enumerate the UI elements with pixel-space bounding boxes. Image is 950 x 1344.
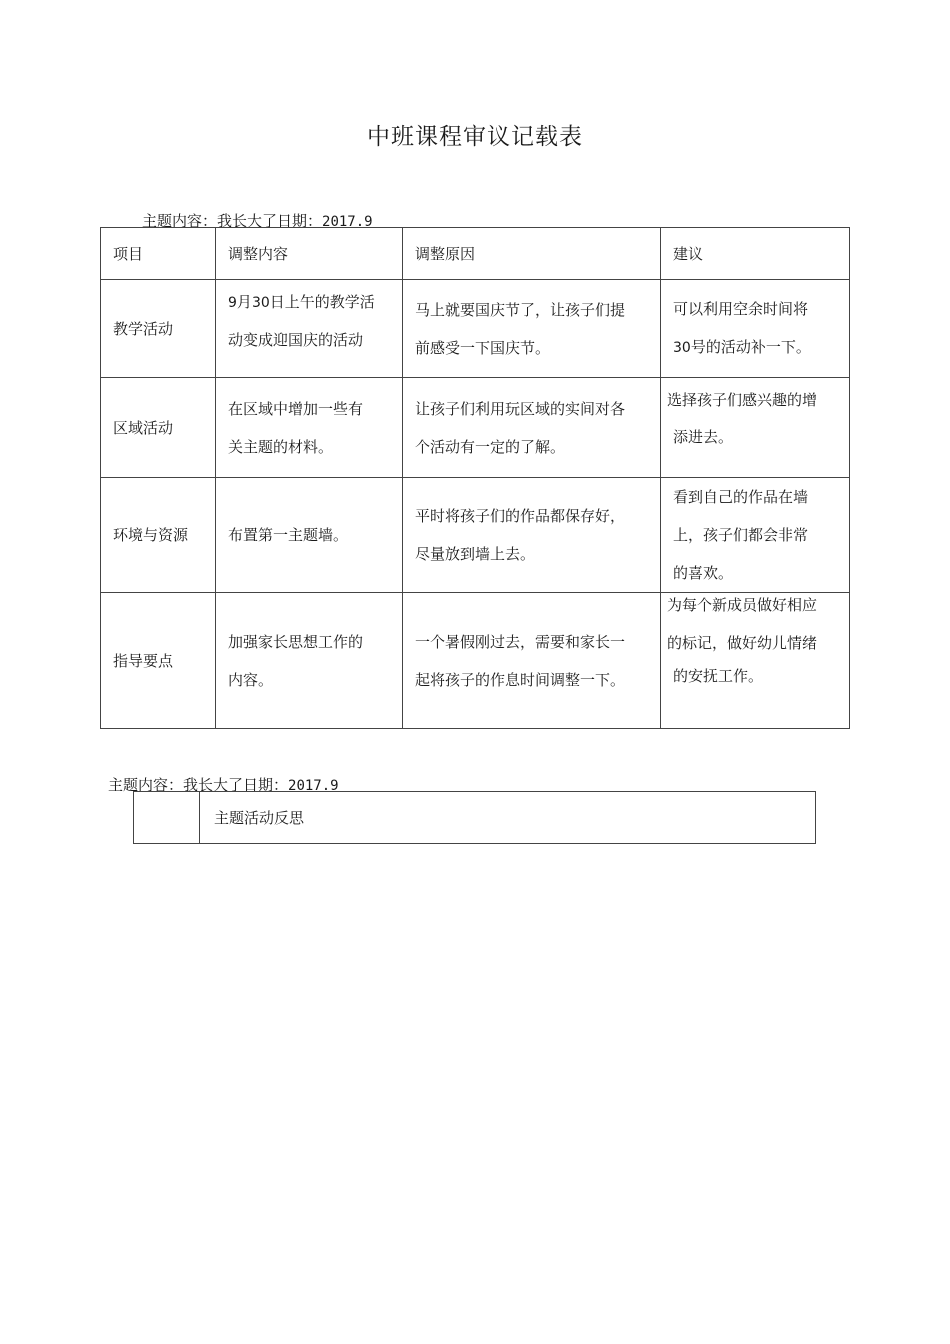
row-suggestion (661, 280, 850, 378)
row-suggestion (661, 378, 850, 478)
row-reason (403, 593, 661, 729)
reflection-table (133, 791, 816, 844)
reason-line: 尽量放到墙上去。 (415, 545, 536, 563)
table-row (134, 792, 816, 844)
suggestion-line: 的喜欢。 (673, 564, 734, 582)
content-line: 在区域中增加一些有 (228, 399, 364, 418)
row-suggestion (661, 593, 850, 729)
table-header-row (101, 228, 850, 280)
header-item: 项目 (101, 228, 216, 280)
table-row (101, 593, 850, 729)
suggestion-line: 添进去。 (673, 428, 734, 446)
content-line: 动变成迎国庆的活动 (228, 331, 364, 349)
row-content (216, 593, 403, 729)
table-row (101, 378, 850, 478)
suggestion-line: 看到自己的作品在墙 (673, 488, 809, 506)
row-reason (403, 478, 661, 593)
reason-line: 个活动有一定的了解。 (415, 437, 566, 456)
reason-line: 前感受一下国庆节。 (415, 338, 551, 357)
page-title: 中班课程审议记载表 (367, 124, 583, 150)
row-item: 教学活动 (101, 280, 216, 378)
content-line: 加强家长思想工作的 (228, 632, 364, 651)
suggestion-line: 上，孩子们都会非常 (673, 526, 809, 544)
row-item: 指导要点 (101, 593, 216, 729)
row-suggestion (661, 478, 850, 593)
row-reason (403, 378, 661, 478)
date-value: 2017.9 (288, 778, 339, 794)
row-item: 区域活动 (101, 378, 216, 478)
header-reason: 调整原因 (403, 228, 661, 280)
reflection-label: 主题活动反思 (200, 792, 816, 844)
suggestion-line: 的标记，做好幼儿情绪 (667, 634, 818, 652)
reason-line: 马上就要国庆节了，让孩子们提 (415, 300, 626, 319)
row-reason (403, 280, 661, 378)
reason-line: 让孩子们利用玩区域的实间对各 (415, 399, 626, 418)
theme-label: 主题内容：我长大了日期： (142, 212, 323, 230)
date-value: 2017.9 (322, 214, 373, 230)
content-line: 内容。 (228, 670, 274, 689)
review-table (100, 227, 850, 729)
theme-label: 主题内容：我长大了日期： (108, 776, 289, 794)
reason-line: 一个暑假刚过去，需要和家长一 (415, 632, 626, 651)
row-content (216, 378, 403, 478)
reason-line: 起将孩子的作息时间调整一下。 (415, 670, 626, 689)
row-item: 环境与资源 (101, 478, 216, 593)
content-line: 关主题的材料。 (228, 437, 334, 456)
suggestion-line: 选择孩子们感兴趣的增 (667, 391, 818, 409)
suggestion-line: 的安抚工作。 (673, 667, 764, 685)
suggestion-line: 为每个新成员做好相应 (667, 596, 818, 614)
header-content: 调整内容 (216, 228, 403, 280)
reason-line: 平时将孩子们的作品都保存好， (415, 507, 626, 525)
row-content (216, 280, 403, 378)
suggestion-line: 30号的活动补一下。 (673, 338, 811, 356)
reflection-blank-cell (134, 792, 200, 844)
suggestion-line: 可以利用空余时间将 (673, 300, 809, 318)
row-content: 布置第一主题墙。 (216, 478, 403, 593)
table-row (101, 478, 850, 593)
content-line: 9月30日上午的教学活 (228, 293, 375, 311)
table-row (101, 280, 850, 378)
header-suggestion: 建议 (661, 228, 850, 280)
